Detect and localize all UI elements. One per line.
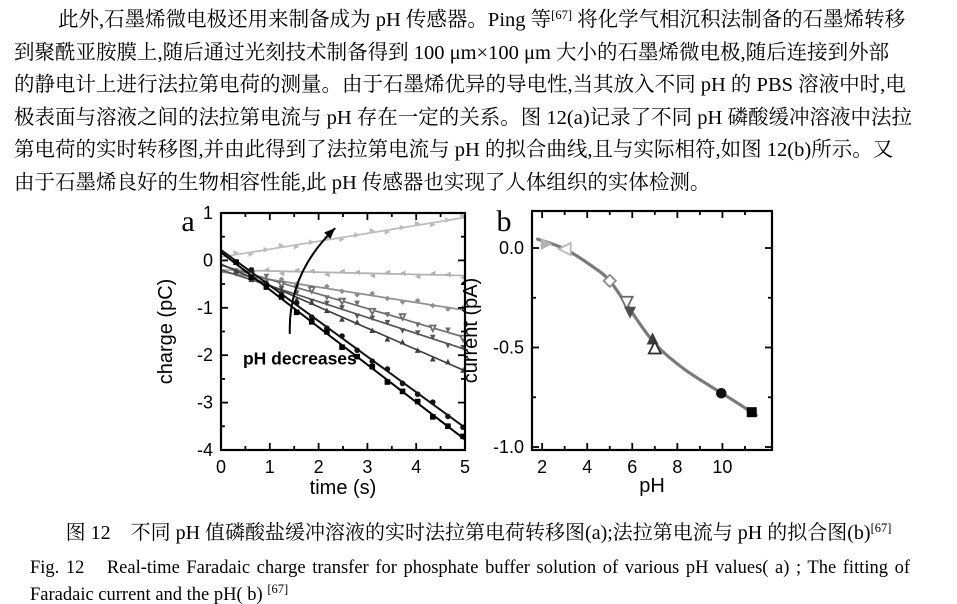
caption-zh-text: 图 12 不同 pH 值磷酸盐缓冲溶液的实时法拉第电荷转移图(a);法拉第电流与 pH 的拟合图(b) — [65, 522, 871, 544]
data-point-square — [294, 310, 300, 316]
fit-line-circle — [221, 250, 465, 428]
data-point-triangle-left — [309, 268, 315, 274]
y-tick-label: 0.0 — [498, 238, 524, 259]
axes — [221, 213, 465, 450]
paragraph-line-2: 到聚酰亚胺膜上,随后通过光刻技术制备得到 100 μm×100 μm 大小的石墨烯微电极,随后连接到外部 — [14, 41, 890, 64]
data-point-square — [430, 414, 436, 420]
x-tick-label: 10 — [712, 457, 733, 477]
paragraph-line-4: 极表面与溶液之间的法拉第电流与 pH 存在一定的关系。图 12(a)记录了不同 pH 磷酸缓冲溶液中法拉 — [14, 106, 912, 129]
x-tick-label: 5 — [459, 457, 471, 477]
data-point-circle — [294, 300, 300, 306]
paragraph-line-3: 的静电计上进行法拉第电荷的测量。由于石墨烯优异的导电性,当其放入不同 pH 的 PBS 溶液中时,电 — [14, 74, 906, 97]
x-tick-label: 2 — [537, 457, 548, 477]
x-tick-label: 1 — [264, 457, 275, 477]
panel-letter-b: b — [496, 205, 512, 238]
paragraph-line-5: 第电荷的实时转移图,并由此得到了法拉第电流与 pH 的拟合曲线,且与实际相符,如图 12(b)所示。又 — [14, 139, 894, 162]
paragraph-text: 此外,石墨烯微电极还用来制备成为 pH 传感器。Ping 等 — [58, 9, 552, 31]
x-tick-label: 2 — [313, 457, 324, 477]
data-point-circle — [400, 381, 406, 387]
data-point-triangle-right — [264, 247, 270, 253]
caption-en-text: Faradaic current and the pH( b) — [30, 585, 268, 604]
x-axis-label: time (s) — [309, 477, 377, 499]
paragraph-line-6: 由于石墨烯良好的生物相容性能,此 pH 传感器也实现了人体组织的实体检测。 — [14, 171, 711, 194]
figure-caption-chinese — [0, 516, 957, 545]
data-point-square — [264, 284, 270, 290]
data-point-square — [233, 259, 239, 265]
figure12-panel-a-charge-vs-time — [150, 195, 482, 507]
x-tick-label: 4 — [582, 457, 593, 477]
data-point-circle — [369, 358, 375, 364]
citation-ref-67: [67] — [551, 8, 572, 22]
data-point-square — [279, 294, 285, 300]
data-point-circle — [339, 333, 345, 339]
y-tick-label: 1 — [202, 203, 213, 223]
y-tick-label: -1.0 — [492, 437, 524, 458]
data-point-triangle-left — [354, 269, 360, 275]
data-point-square — [747, 407, 757, 417]
data-point-triangle-down — [430, 326, 436, 332]
y-tick-label: -3 — [196, 392, 213, 413]
data-point-square — [369, 364, 375, 370]
data-point-triangle-up — [400, 339, 406, 345]
x-tick-label: 8 — [672, 457, 683, 477]
fit-line-triangle-right — [221, 218, 465, 258]
annotation-ph-decreases: pH decreases — [242, 348, 357, 369]
y-tick-label: -1 — [196, 297, 213, 318]
x-tick-label: 3 — [362, 457, 373, 477]
figure-caption-english-line1: Fig. 12 Real-time Faradaic charge transfer for phosphate buffer solution of various pH values( a) ; The fitting of — [30, 558, 910, 578]
data-point-square — [324, 329, 330, 335]
paragraph-line-1 — [14, 4, 944, 37]
data-point-square — [400, 389, 406, 395]
y-axis-label: charge (pC) — [155, 278, 177, 385]
data-point-triangle-right — [445, 217, 451, 223]
data-point-triangle-right — [309, 239, 315, 245]
plot-frame — [221, 213, 465, 450]
data-point-circle — [445, 414, 451, 420]
y-tick-label: 0 — [202, 250, 213, 271]
data-point-triangle-right — [400, 225, 406, 231]
data-point-triangle-left — [559, 243, 571, 255]
data-point-triangle-down — [369, 309, 375, 315]
data-point-square — [445, 423, 451, 429]
data-point-triangle-down — [400, 328, 406, 334]
x-axis-label: pH — [639, 475, 665, 497]
data-point-triangle-down — [445, 343, 451, 349]
data-point-circle — [385, 366, 391, 372]
citation-ref-67: [67] — [870, 521, 892, 535]
x-tick-label: 0 — [215, 457, 227, 477]
data-point-square — [385, 379, 391, 385]
x-tick-label: 6 — [627, 457, 638, 477]
series-group — [221, 213, 466, 439]
figure12-panel-b-current-vs-ph — [460, 195, 792, 507]
data-point-triangle-down — [354, 313, 360, 319]
panel-letter-a: a — [181, 205, 195, 238]
y-tick-label: -2 — [196, 345, 213, 366]
x-tick-label: 4 — [411, 457, 422, 477]
data-point-triangle-up — [445, 359, 451, 365]
data-point-triangle-down — [415, 322, 421, 328]
data-point-triangle-right — [541, 238, 553, 250]
data-point-circle — [430, 399, 436, 405]
body-paragraph — [14, 4, 944, 200]
figure-caption-english-line2 — [30, 582, 910, 604]
data-point-diamond — [339, 288, 345, 294]
data-point-circle — [248, 267, 254, 273]
data-point-circle — [716, 388, 727, 399]
data-point-triangle-down — [324, 295, 330, 301]
data-point-diamond — [385, 296, 391, 302]
scatter-points — [541, 238, 757, 417]
data-point-triangle-left — [264, 267, 270, 273]
data-point-square — [415, 399, 421, 405]
data-point-triangle-down — [339, 299, 345, 305]
data-point-circle — [415, 391, 421, 397]
y-tick-label: -4 — [196, 440, 213, 460]
data-point-diamond — [430, 303, 436, 309]
paragraph-text: 将化学气相沉积法制备的石墨烯转移 — [571, 9, 906, 31]
data-point-triangle-left — [400, 271, 406, 277]
citation-ref-67: [67] — [267, 582, 289, 596]
data-point-triangle-left — [445, 272, 451, 278]
data-point-triangle-right — [354, 232, 360, 238]
y-tick-label: -0.5 — [492, 337, 524, 358]
data-point-square — [248, 275, 254, 281]
data-point-square — [309, 319, 315, 325]
y-axis-label: current (pA) — [460, 277, 482, 384]
